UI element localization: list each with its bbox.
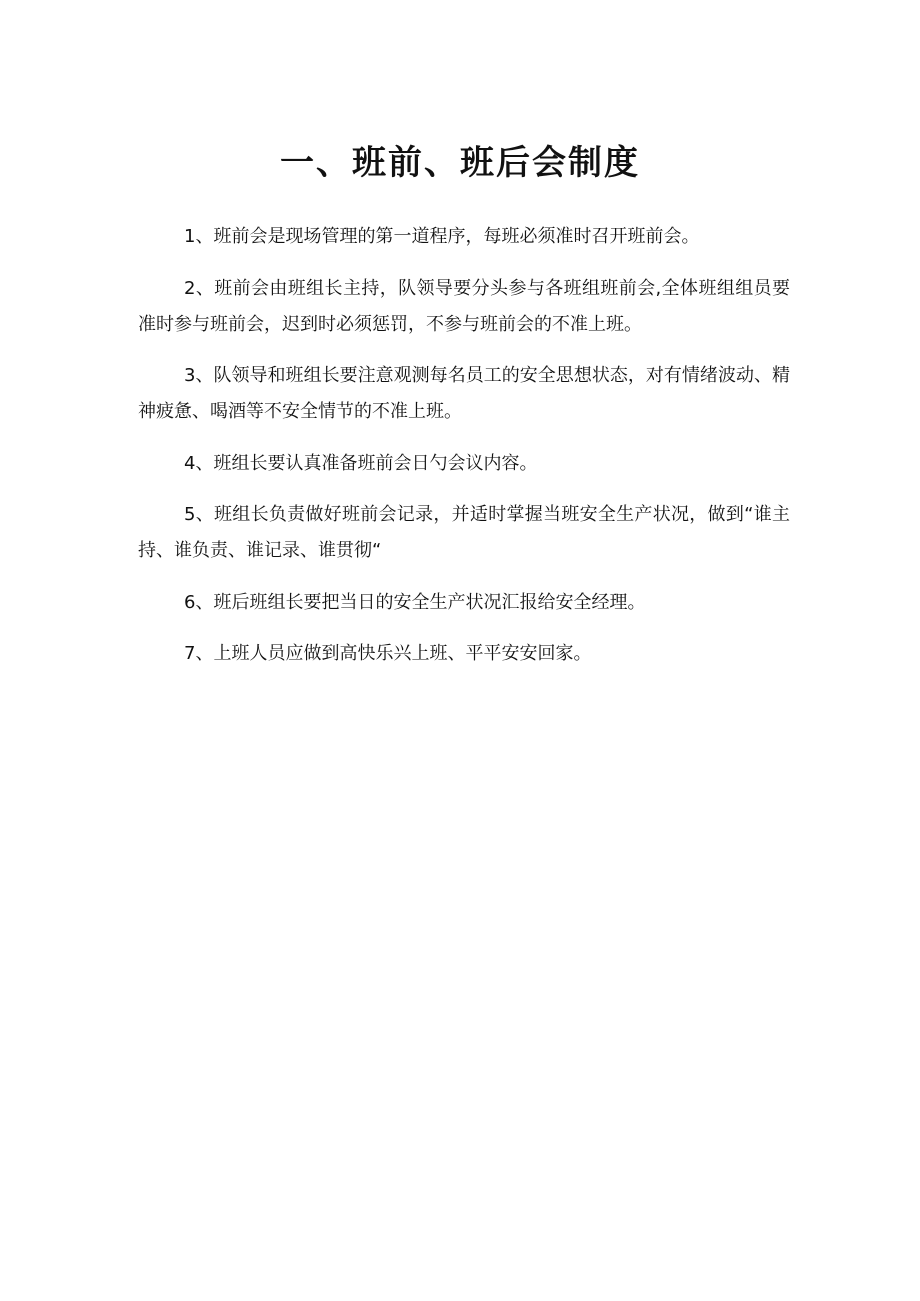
rule-paragraph-6: 6、班后班组长要把当日的安全生产状况汇报给安全经理。 — [184, 591, 646, 613]
document-title: 一、班前、班后会制度 — [280, 142, 640, 183]
rule-paragraph-5: 5、班组长负责做好班前会记录，并适时掌握当班安全生产状况，做到“谁主持、谁负责、谁记录、谁贯彻“ — [138, 504, 790, 561]
rule-paragraph-1: 1、班前会是现场管理的第一道程序，每班必须准时召开班前会。 — [184, 226, 700, 247]
rule-paragraph-7: 7、上班人员应做到高快乐兴上班、平平安安回家。 — [184, 643, 592, 664]
rule-paragraph-2: 2、班前会由班组长主持，队领导要分头参与各班组班前会,全体班组组员要准时参与班前会，迟到时必须惩罚，不参与班前会的不准上班。 — [138, 277, 790, 335]
document-body — [138, 219, 790, 688]
rule-paragraph-4: 4、班组长要认真准备班前会日勺会议内容。 — [184, 452, 538, 474]
rule-paragraph-3: 3、队领导和班组长要注意观测每名员工的安全思想状态，对有情绪波动、精神疲惫、喝酒等不安全情节的不准上班。 — [138, 365, 790, 422]
